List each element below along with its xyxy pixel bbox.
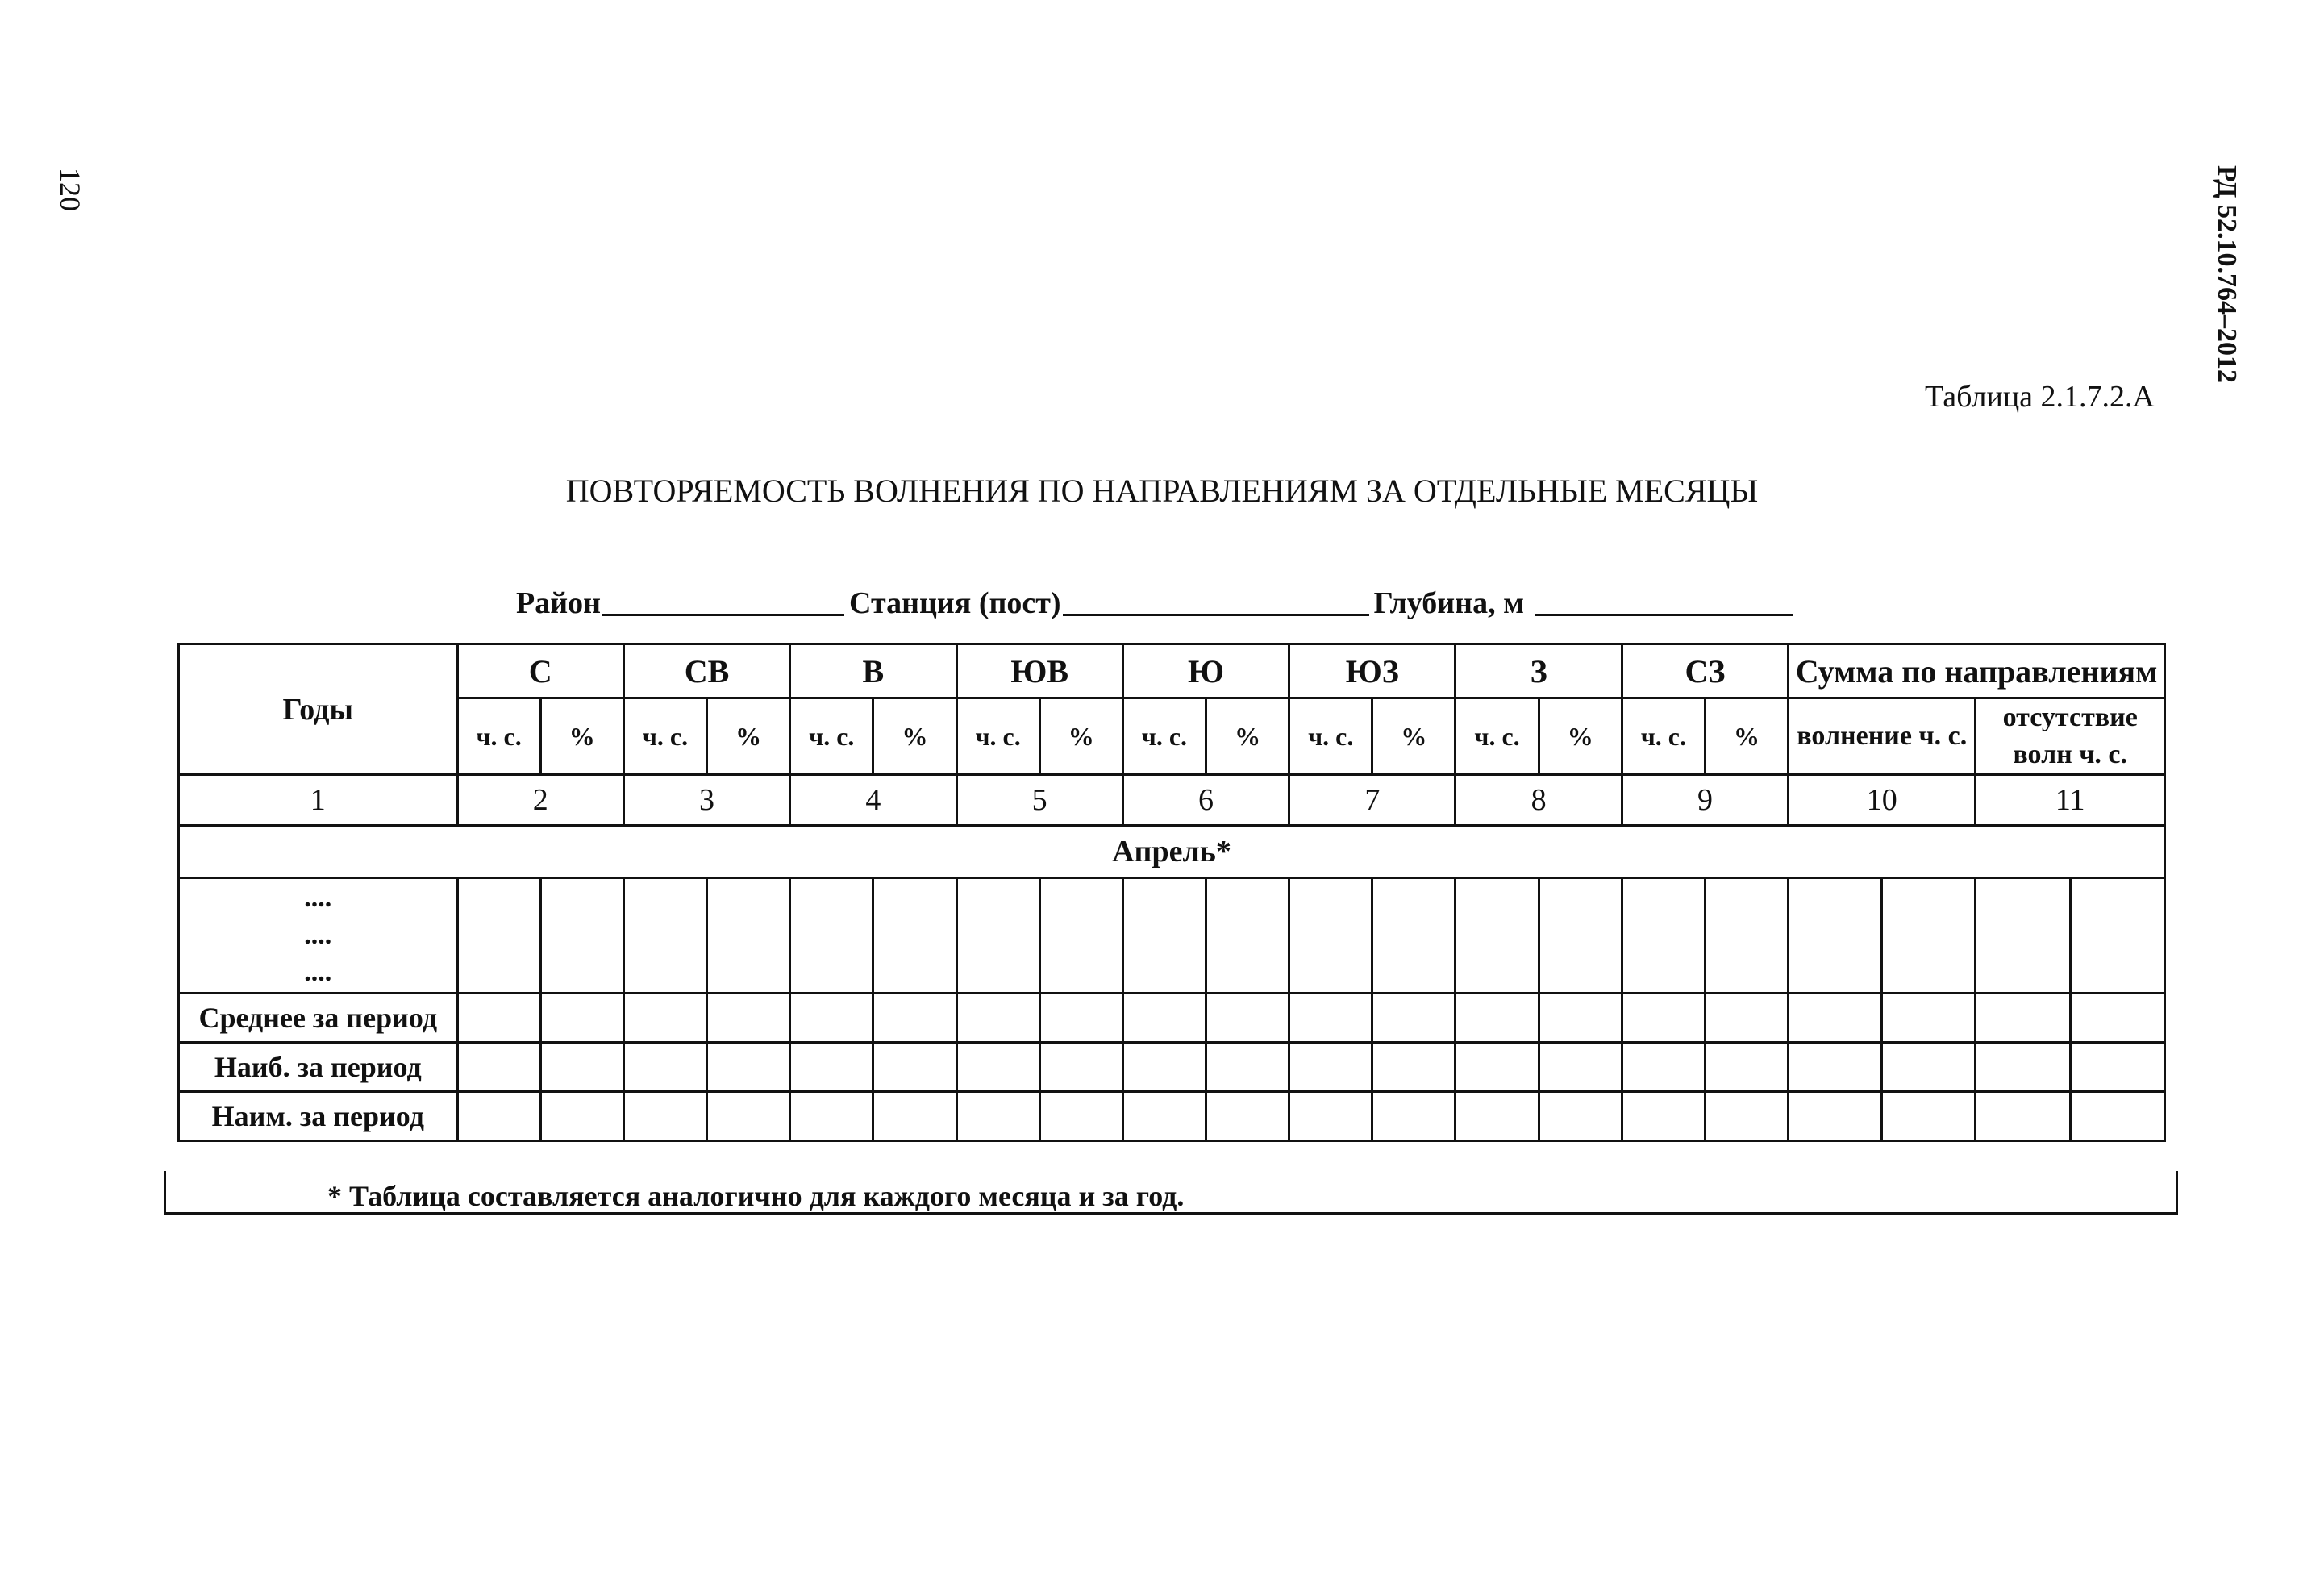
header-row-sub	[179, 698, 2165, 775]
empty-cell[interactable]	[1882, 994, 1976, 1043]
empty-cell[interactable]	[1372, 878, 1456, 994]
empty-cell[interactable]	[2070, 878, 2164, 994]
row-label: Среднее за период	[179, 994, 458, 1043]
column-number: 9	[1622, 775, 1788, 826]
empty-cell[interactable]	[623, 1043, 706, 1092]
empty-cell[interactable]	[1976, 994, 2070, 1043]
empty-cell[interactable]	[873, 1043, 956, 1092]
direction-header: СЗ	[1622, 644, 1788, 698]
empty-cell[interactable]	[873, 994, 956, 1043]
empty-cell[interactable]	[1789, 1092, 1882, 1141]
empty-cell[interactable]	[623, 878, 706, 994]
empty-cell[interactable]	[623, 1092, 706, 1141]
empty-cell[interactable]	[1039, 1043, 1122, 1092]
column-number: 8	[1456, 775, 1622, 826]
table-number: Таблица 2.1.7.2.А	[1925, 380, 2155, 414]
empty-cell[interactable]	[873, 1092, 956, 1141]
count-subheader: ч. с.	[1289, 698, 1372, 775]
empty-cell[interactable]	[1122, 878, 1206, 994]
empty-cell[interactable]	[790, 1043, 873, 1092]
footnote-text: * Таблица составляется аналогично для каждого месяца и за год.	[327, 1180, 1185, 1212]
column-number: 10	[1789, 775, 1976, 826]
empty-cell[interactable]	[1976, 1092, 2070, 1141]
column-number-row	[179, 775, 2165, 826]
column-number: 3	[623, 775, 789, 826]
empty-cell[interactable]	[873, 878, 956, 994]
percent-subheader: %	[1206, 698, 1289, 775]
count-subheader: ч. с.	[790, 698, 873, 775]
empty-cell[interactable]	[707, 878, 790, 994]
column-number: 4	[790, 775, 956, 826]
empty-cell[interactable]	[1372, 1092, 1456, 1141]
empty-cell[interactable]	[956, 878, 1039, 994]
table-row	[179, 878, 2165, 994]
percent-subheader: %	[707, 698, 790, 775]
empty-cell[interactable]	[457, 1092, 540, 1141]
sum-calm-subheader: отсутствие волн ч. с.	[1976, 698, 2165, 775]
empty-cell[interactable]	[1539, 1092, 1622, 1141]
empty-cell[interactable]	[540, 1043, 623, 1092]
month-row	[179, 826, 2165, 878]
count-subheader: ч. с.	[1456, 698, 1539, 775]
empty-cell[interactable]	[1206, 994, 1289, 1043]
empty-cell[interactable]	[540, 878, 623, 994]
empty-cell[interactable]	[1622, 1092, 1705, 1141]
empty-cell[interactable]	[1039, 1092, 1122, 1141]
empty-cell[interactable]	[1705, 878, 1788, 994]
column-number: 6	[1122, 775, 1289, 826]
empty-cell[interactable]	[540, 1092, 623, 1141]
empty-cell[interactable]	[707, 1092, 790, 1141]
count-subheader: ч. с.	[956, 698, 1039, 775]
direction-header: СВ	[623, 644, 789, 698]
percent-subheader: %	[1372, 698, 1456, 775]
column-number: 2	[457, 775, 623, 826]
empty-cell[interactable]	[1789, 994, 1882, 1043]
percent-subheader: %	[873, 698, 956, 775]
count-subheader: ч. с.	[623, 698, 706, 775]
empty-cell[interactable]	[1539, 994, 1622, 1043]
percent-subheader: %	[1039, 698, 1122, 775]
empty-cell[interactable]	[1289, 994, 1372, 1043]
empty-cell[interactable]	[956, 1092, 1039, 1141]
empty-cell[interactable]	[707, 994, 790, 1043]
table-row	[179, 1043, 2165, 1092]
ellipsis: ....	[304, 957, 332, 987]
depth-label: Глубина, м	[1373, 586, 1524, 620]
page-title: ПОВТОРЯЕМОСТЬ ВОЛНЕНИЯ ПО НАПРАВЛЕНИЯМ ЗА ОТДЕЛЬНЫЕ МЕСЯЦЫ	[565, 473, 1759, 509]
column-number: 1	[179, 775, 458, 826]
empty-cell[interactable]	[1206, 878, 1289, 994]
row-label: Наиб. за период	[179, 1043, 458, 1092]
empty-cell[interactable]	[1456, 878, 1539, 994]
station-label: Станция (пост)	[849, 586, 1061, 620]
sum-header: Сумма по направлениям	[1789, 644, 2165, 698]
direction-header: В	[790, 644, 956, 698]
empty-cell[interactable]	[1539, 878, 1622, 994]
count-subheader: ч. с.	[1122, 698, 1206, 775]
table-row	[179, 1092, 2165, 1141]
empty-cell[interactable]	[1456, 1092, 1539, 1141]
empty-cell[interactable]	[1976, 878, 2070, 994]
empty-cell[interactable]	[956, 1043, 1039, 1092]
empty-cell[interactable]	[1206, 1092, 1289, 1141]
empty-cell[interactable]	[457, 878, 540, 994]
table-row	[179, 994, 2165, 1043]
empty-cell[interactable]	[707, 1043, 790, 1092]
empty-cell[interactable]	[1289, 1043, 1372, 1092]
empty-cell[interactable]	[1976, 1043, 2070, 1092]
empty-cell[interactable]	[1622, 878, 1705, 994]
empty-cell[interactable]	[1882, 878, 1976, 994]
empty-cell[interactable]	[2070, 1043, 2164, 1092]
percent-subheader: %	[1705, 698, 1788, 775]
empty-cell[interactable]	[1882, 1043, 1976, 1092]
empty-cell[interactable]	[1456, 1043, 1539, 1092]
direction-header: С	[457, 644, 623, 698]
empty-cell[interactable]	[790, 994, 873, 1043]
frequency-table	[177, 643, 2166, 1142]
empty-cell[interactable]	[623, 994, 706, 1043]
month-label: Апрель*	[179, 826, 2165, 878]
empty-cell[interactable]	[1206, 1043, 1289, 1092]
column-number: 7	[1289, 775, 1456, 826]
empty-cell[interactable]	[1039, 878, 1122, 994]
direction-header: Ю	[1122, 644, 1289, 698]
sum-wave-subheader: волнение ч. с.	[1789, 698, 1976, 775]
count-subheader: ч. с.	[1622, 698, 1705, 775]
percent-subheader: %	[1539, 698, 1622, 775]
empty-cell[interactable]	[1539, 1043, 1622, 1092]
direction-header: З	[1456, 644, 1622, 698]
years-header: Годы	[179, 644, 458, 775]
empty-cell[interactable]	[1705, 994, 1788, 1043]
depth-field[interactable]	[1535, 585, 1793, 616]
form-fields	[516, 585, 1798, 621]
empty-cell[interactable]	[457, 1043, 540, 1092]
empty-cell[interactable]	[1372, 994, 1456, 1043]
empty-cell[interactable]	[1456, 994, 1539, 1043]
empty-cell[interactable]	[1705, 1092, 1788, 1141]
empty-cell[interactable]	[1122, 1092, 1206, 1141]
empty-cell[interactable]	[1289, 1092, 1372, 1141]
region-label: Район	[516, 586, 602, 620]
empty-cell[interactable]	[2070, 1092, 2164, 1141]
count-subheader: ч. с.	[457, 698, 540, 775]
empty-cell[interactable]	[1789, 1043, 1882, 1092]
empty-cell[interactable]	[1622, 1043, 1705, 1092]
percent-subheader: %	[540, 698, 623, 775]
station-field[interactable]	[1063, 585, 1369, 616]
empty-cell[interactable]	[1039, 994, 1122, 1043]
empty-cell[interactable]	[1122, 1043, 1206, 1092]
empty-cell[interactable]	[1372, 1043, 1456, 1092]
empty-cell[interactable]	[790, 1092, 873, 1141]
direction-header: ЮВ	[956, 644, 1122, 698]
footnote	[164, 1171, 2178, 1215]
empty-cell[interactable]	[1882, 1092, 1976, 1141]
ellipsis: ....	[304, 883, 332, 913]
ellipsis: ....	[304, 920, 332, 950]
empty-cell[interactable]	[457, 994, 540, 1043]
header-row-directions	[179, 644, 2165, 698]
document-code: РД 52.10.764–2012	[2212, 165, 2242, 384]
column-number: 5	[956, 775, 1122, 826]
ellipsis-cell	[179, 878, 458, 994]
empty-cell[interactable]	[956, 994, 1039, 1043]
empty-cell[interactable]	[1122, 994, 1206, 1043]
empty-cell[interactable]	[1289, 878, 1372, 994]
page-number: 120	[54, 168, 86, 211]
direction-header: ЮЗ	[1289, 644, 1456, 698]
region-field[interactable]	[602, 585, 844, 616]
empty-cell[interactable]	[1789, 878, 1882, 994]
row-label: Наим. за период	[179, 1092, 458, 1141]
empty-cell[interactable]	[790, 878, 873, 994]
empty-cell[interactable]	[1622, 994, 1705, 1043]
empty-cell[interactable]	[540, 994, 623, 1043]
empty-cell[interactable]	[2070, 994, 2164, 1043]
column-number: 11	[1976, 775, 2165, 826]
empty-cell[interactable]	[1705, 1043, 1788, 1092]
